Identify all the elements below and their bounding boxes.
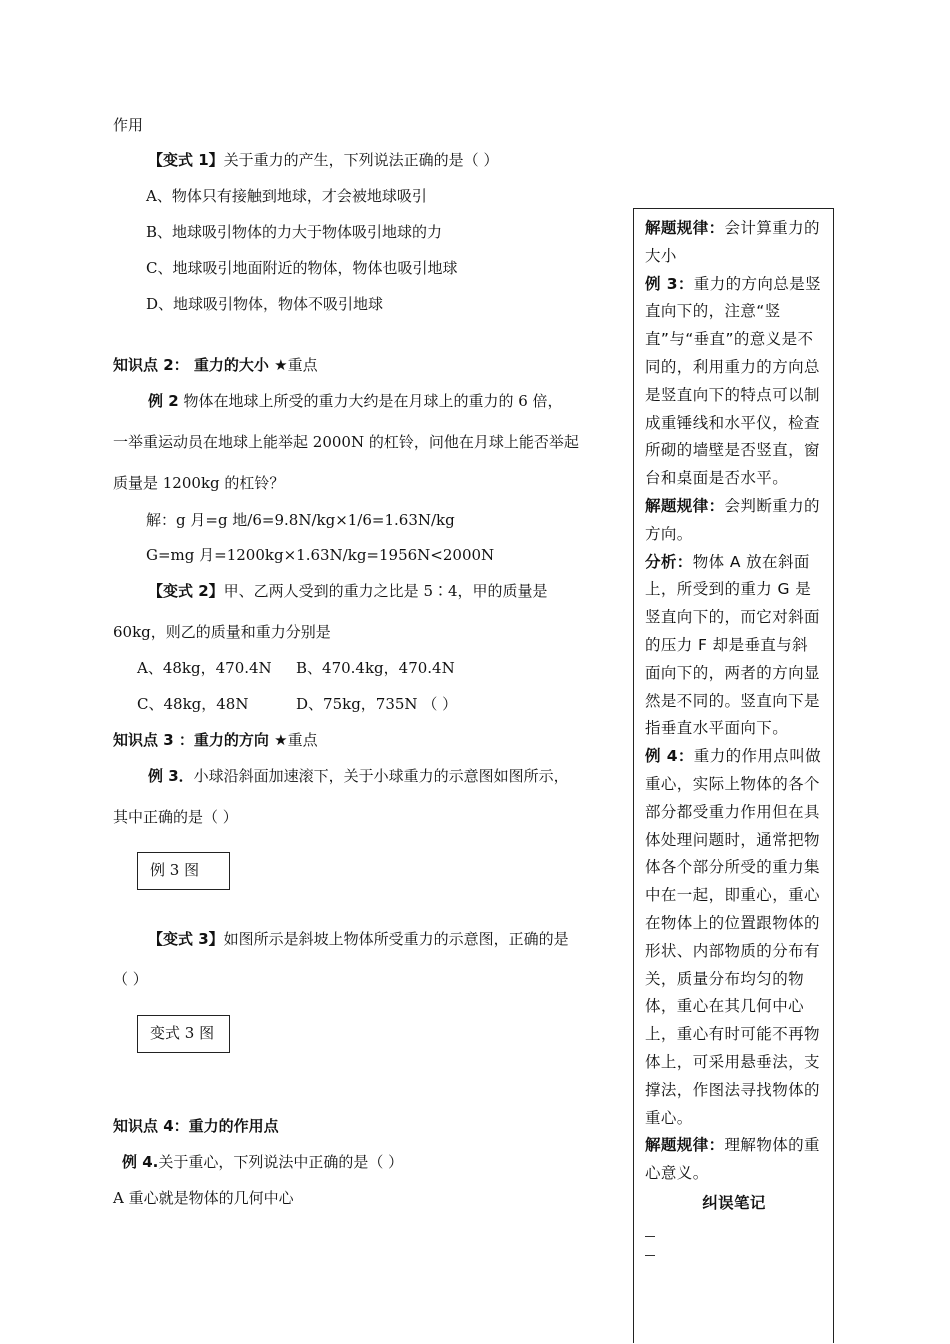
rule-label: 解题规律： xyxy=(645,219,725,237)
example2-line3: 质量是 1200kg 的杠铃？ xyxy=(113,474,285,492)
example4-question xyxy=(122,1152,403,1172)
example2-line1 xyxy=(148,391,563,411)
example3-label: 例 3． xyxy=(148,767,194,785)
analysis-label: 分析： xyxy=(645,552,693,571)
kp2-title: 知识点 2： 重力的大小 ★ xyxy=(113,356,288,374)
sidebar-paragraph-1 xyxy=(645,215,823,271)
example2-solution1: 解：g 月=g 地/6=9.8N/kg×1/6=1.63N/kg xyxy=(146,511,455,529)
note-blank-line xyxy=(645,1239,655,1256)
variant2-option-d: D、75kg，735N （ ） xyxy=(296,695,458,713)
variant3-figure-placeholder: 变式 3 图 xyxy=(137,1015,230,1053)
example3-text: 小球沿斜面加速滚下，关于小球重力的示意图如图所示， xyxy=(193,767,569,785)
variant3-label: 【变式 3】 xyxy=(148,930,224,948)
example2-line2: 一举重运动员在地球上能举起 2000N 的杠铃，问他在月球上能否举起 xyxy=(113,433,579,451)
variant3-line2: （ ） xyxy=(113,970,148,988)
example4-label: 例 4. xyxy=(122,1153,159,1171)
example4-note-label: 例 4： xyxy=(645,747,694,766)
kp3-tag: 重点 xyxy=(287,731,318,749)
example3-note-text: 重力的方向总是竖直向下的，注意“竖直”与“垂直”的意义是不同的，利用重力的方向总是竖直向下的特点可以制成重锤线和水平仪，检查所砌的墙壁是否竖直，窗台和桌面是否水平。 xyxy=(645,274,821,488)
variant2-option-b: B、470.4kg，470.4N xyxy=(296,659,455,677)
variant3-text: 如图所示是斜坡上物体所受重力的示意图，正确的是 xyxy=(223,930,569,948)
variant2-text: 甲、乙两人受到的重力之比是 5∶4，甲的质量是 xyxy=(223,582,548,600)
variant1-text: 关于重力的产生，下列说法正确的是（ ） xyxy=(223,151,499,169)
kp2-tag: 重点 xyxy=(287,356,318,374)
variant1-label: 【变式 1】 xyxy=(148,151,224,169)
example2-text: 物体在地球上所受的重力大约是在月球上的重力的 6 倍， xyxy=(178,392,563,410)
example3-note-label: 例 3： xyxy=(645,274,694,293)
sidebar-paragraph-3 xyxy=(645,493,823,549)
note-blank-line xyxy=(645,1220,655,1237)
knowledge-point-3-heading xyxy=(113,730,318,750)
sidebar-paragraph-6 xyxy=(645,1132,823,1188)
example3-figure-placeholder: 例 3 图 xyxy=(137,852,230,890)
variant1-option-b: B、地球吸引物体的力大于物体吸引地球的力 xyxy=(146,223,443,241)
example4-option-a: A 重心就是物体的几何中心 xyxy=(113,1189,294,1207)
rule-text: 会判断重力的方向。 xyxy=(645,496,820,543)
sidebar-paragraph-5 xyxy=(645,743,823,1132)
variant2-line1 xyxy=(148,581,548,601)
variant1-option-d: D、地球吸引物体，物体不吸引地球 xyxy=(146,295,384,313)
example2-label: 例 2 xyxy=(148,392,179,410)
variant1-option-c: C、地球吸引地面附近的物体，物体也吸引地球 xyxy=(146,259,458,277)
knowledge-point-4-heading: 知识点 4：重力的作用点 xyxy=(113,1117,279,1135)
knowledge-point-2-heading xyxy=(113,355,318,375)
example3-line1 xyxy=(148,766,569,786)
example2-solution2: G=mg 月=1200kg×1.63N/kg=1956N<2000N xyxy=(146,546,495,564)
example4-note-text: 重力的作用点叫做重心，实际上物体的各个部分都受重力作用但在具体处理问题时，通常把物体各个部分所受的重力集中在一起，即重心，重心在物体上的位置跟物体的形状、内部物质的分布有关，质量分布均匀的物体，重心在其几何中心上，重心有时可能不再物体上，可采用悬垂法，支撑法，作图法寻找物体的重心。 xyxy=(645,747,821,1127)
example4-text: 关于重心，下列说法中正确的是（ ） xyxy=(158,1153,404,1171)
variant1-question xyxy=(148,150,498,170)
example3-line2: 其中正确的是（ ） xyxy=(113,808,238,826)
variant2-label: 【变式 2】 xyxy=(148,582,224,600)
error-notes-title: 纠误笔记 xyxy=(702,1193,766,1212)
variant2-line2: 60kg，则乙的质量和重力分别是 xyxy=(113,623,331,641)
variant2-option-c: C、48kg，48N xyxy=(137,695,249,713)
rule-label: 解题规律： xyxy=(645,1136,725,1155)
analysis-text: 物体 A 放在斜面上，所受到的重力 G 是竖直向下的，而它对斜面的压力 F 却是垂直与斜面向下的，两者的方向显然是不同的。竖直向下是指垂直水平面向下。 xyxy=(645,552,820,738)
rule-text: 会计算重力的大小 xyxy=(645,219,820,265)
variant2-option-a: A、48kg，470.4N xyxy=(137,659,272,677)
sidebar-paragraph-2 xyxy=(645,271,823,493)
sidebar-notes-column xyxy=(633,208,834,1343)
continued-text: 作用 xyxy=(113,116,144,134)
sidebar-paragraph-4 xyxy=(645,549,823,744)
variant1-option-a: A、物体只有接触到地球，才会被地球吸引 xyxy=(146,187,427,205)
rule-text: 理解物体的重心意义。 xyxy=(645,1136,820,1183)
kp3-title: 知识点 3 ：重力的方向 ★ xyxy=(113,731,288,749)
rule-label: 解题规律： xyxy=(645,496,725,515)
variant3-line1 xyxy=(148,929,569,949)
